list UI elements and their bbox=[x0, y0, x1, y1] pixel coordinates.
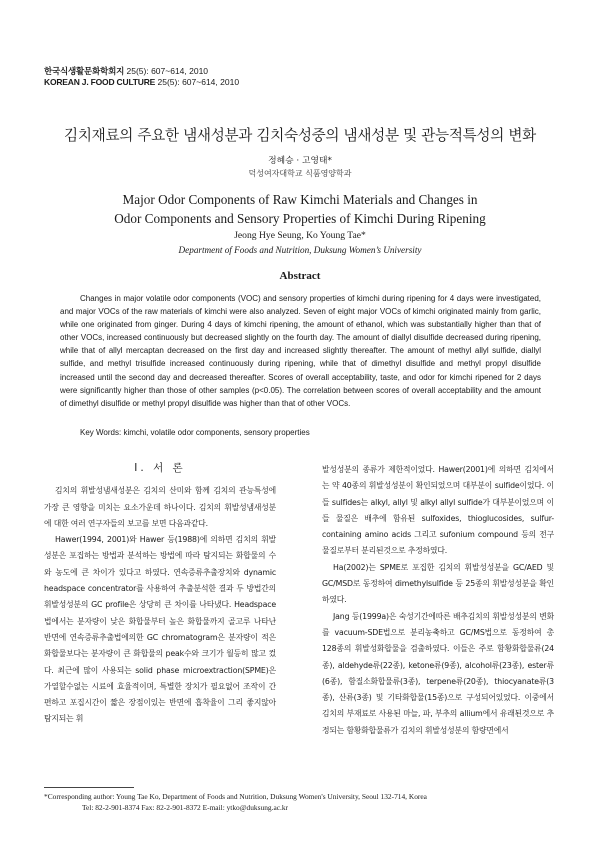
journal-header bbox=[44, 66, 239, 88]
keywords-list: kimchi, volatile odor components, sensory properties bbox=[123, 428, 310, 437]
keywords-label: Key Words: bbox=[80, 428, 122, 437]
journal-line-en bbox=[44, 77, 239, 88]
title-korean: 김치재료의 주요한 냄새성분과 김치숙성중의 냄새성분 및 관능적특성의 변화 bbox=[64, 127, 536, 144]
footnote-corresponding-author bbox=[44, 791, 427, 813]
footnote-line-1: *Corresponding author: Young Tae Ko, Department of Foods and Nutrition, Duksung Women's University, Seoul 132-714, Korea bbox=[44, 792, 427, 801]
abstract-heading: Abstract bbox=[279, 270, 321, 282]
paragraph: Hawer(1994, 2001)와 Hawer 등(1988)에 의하면 김치의 휘발성분은 포집하는 방법과 분석하는 방법에 따라 탐지되는 화합물의 수와 농도에 큰 차이가 있다고 하였다. 연속증류추출장치와 dynamic headspace concentrator를 사용하여 추출분석한 결과 두 방법간의 휘발성성분의 GC profile은 상당히 큰 차이를 나타냈다. Headspace법에서는 분자량이 낮은 화합물부터 높은 화합물까지 골고루 나타난 반면에 연속증류추출법에의한 GC chromatogram은 분자량이 적은 화합물보다는 분자량이 큰 화합물의 peak수와 크기가 월등히 많고 컸다. 최근에 많이 사용되는 solid phase microextraction(SPME)은 가열할수없는 시료에 효율적이며, 특별한 장치가 필요없어 조작이 간편하고 포집시간이 짧은 장점이있는 반면에 흡착율이 그리 좋지않아 탐지되는 휘 bbox=[44, 535, 276, 724]
footnote-divider bbox=[44, 787, 134, 788]
section-heading-introduction: Ⅰ. 서 론 bbox=[134, 462, 186, 474]
title-english-line-2: Odor Components and Sensory Properties of Kimchi During Ripening bbox=[114, 211, 486, 226]
title-english bbox=[0, 190, 600, 228]
paragraph: 김치의 휘발성냄새성분은 김치의 산미와 함께 김치의 관능특성에 가장 큰 영향을 미치는 요소가운데 하나이다. 김치의 휘발성냄새성분에 대한 여러 연구자들의 보고를 보면 다음과같다. bbox=[44, 486, 276, 528]
paragraph: Jang 등(1999a)은 숙성기간에따른 배추김치의 휘발성성분의 변화를 vacuum-SDE법으로 분리농축하고 GC/MS법으로 동정하여 총 128종의 휘발성화합물을 검출하였다. 이들은 주로 함황화합물류(24종), aldehyde류(22종), ketone류(9종), alcohol류(23종), ester류(6종), 함질소화합물류(3종), terpene류(20종), thiocyanate류(3종), 산류(3종) 및 기타화합물(15종)으로 구성되어있었다. 이중에서 김치의 부재료로 사용된 마늘, 파, 부추의 allium에서 유래된것으로 추정되는 함황화합물류가 김치의 휘발성성분의 함량면에서 bbox=[322, 611, 554, 735]
journal-name-en: KOREAN J. FOOD CULTURE bbox=[44, 77, 156, 87]
footnote-line-2: Tel: 82-2-901-8374 Fax: 82-2-901-8372 E-mail: ytko@duksung.ac.kr bbox=[82, 803, 289, 812]
authors-korean: 정혜승 · 고영태* bbox=[268, 156, 332, 166]
journal-name-kr: 한국식생활문화학회지 bbox=[44, 66, 125, 76]
journal-ref-kr: 25(5): 607~614, 2010 bbox=[126, 66, 209, 76]
keywords bbox=[80, 428, 310, 437]
title-english-line-1: Major Odor Components of Raw Kimchi Materials and Changes in bbox=[122, 192, 478, 207]
abstract-text: Changes in major volatile odor components (VOC) and sensory properties of kimchi during ripening for 4 days were investigated, and major VOCs of the raw materials of kimchi were also analyzed. Seven of eight major VOCs of kimchi originated mainly from garlic, while one originated from ginger. During 4 days of kimchi ripening, the amount of ethanol, which was substantially higher than that of other VOCs, increased continuously but decreased slightly on the fourth day. The amount of diallyl disulfide decreased during ripening, while that of allyl mercaptan decreased on the first day and increased slightly thereafter. The amount of methyl allyl sulfide, diallyl sulfide, and methyl trisulfide increased continuously during ripening, while that of dimethyl disulfide and methyl propyl disulfide increased until the second day and decreased thereafter. Scores of overall acceptability, taste, and odor for kimchi ripened for 2 days were significantly higher than those of other samples (p<0.05). The correlation between scores of overall acceptability and the amount of dimethyl disulfide or methyl propyl disulfide was higher than that of other VOCs. bbox=[60, 294, 541, 408]
journal-line-kr bbox=[44, 66, 239, 77]
affiliation-english: Department of Foods and Nutrition, Duksung Women’s University bbox=[178, 245, 422, 255]
affiliation-korean: 덕성여자대학교 식품영양학과 bbox=[248, 169, 352, 178]
body-column-right bbox=[322, 462, 554, 739]
authors-english: Jeong Hye Seung, Ko Young Tae* bbox=[234, 230, 366, 241]
body-column-left bbox=[44, 458, 276, 728]
paragraph: 발성성분의 종류가 제한적이었다. Hawer(2001)에 의하면 김치에서는 약 40종의 휘발성성분이 확인되었으며 대부분이 sulfide이었다. 이들 sulfides는 alkyl, allyl 및 alkyl allyl sulfide가 대부분이었으며 이들 물질은 배추에 함유된 sulfoxides, thioglucosides, sulfur-containing amino acids 그리고 sufonium compound 등의 전구물질로부터 분리된것으로 추정하였다. bbox=[322, 465, 554, 556]
paragraph: Ha(2002)는 SPME로 포집한 김치의 휘발성성분을 GC/AED 및 GC/MSD로 동정하여 dimethylsulfide 등 25종의 휘발성성분을 확인하였다. bbox=[322, 562, 554, 605]
journal-ref-en: 25(5): 607~614, 2010 bbox=[157, 77, 240, 87]
